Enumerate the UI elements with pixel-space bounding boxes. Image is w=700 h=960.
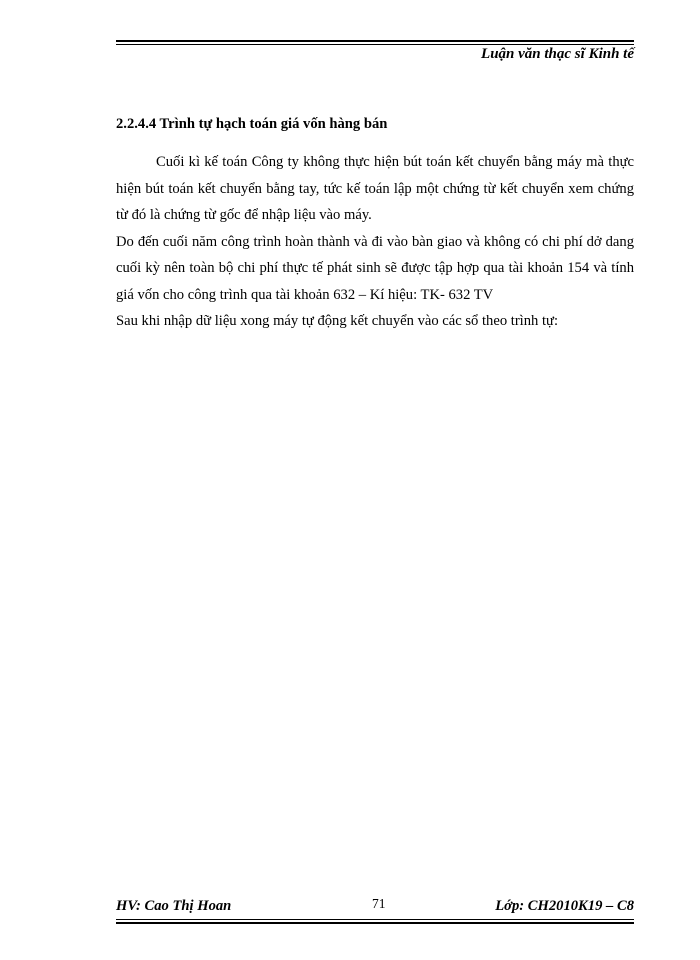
header-rule-thick bbox=[116, 40, 634, 42]
footer-author: HV: Cao Thị Hoan bbox=[116, 898, 232, 914]
page-footer bbox=[116, 896, 634, 918]
paragraph-3: Sau khi nhập dữ liệu xong máy tự động kết chuyển vào các sổ theo trình tự: bbox=[116, 313, 558, 329]
section-heading: 2.2.4.4 Trình tự hạch toán giá vốn hàng bán bbox=[116, 116, 388, 132]
page-number: 71 bbox=[372, 896, 386, 911]
running-header-title: Luận văn thạc sĩ Kinh tế bbox=[481, 46, 634, 62]
footer-class: Lớp: CH2010K19 – C8 bbox=[495, 898, 634, 914]
footer-rule-thick bbox=[116, 922, 634, 924]
footer-rule-thin bbox=[116, 919, 634, 920]
main-content bbox=[116, 114, 634, 335]
paragraph-2: Do đến cuối năm công trình hoàn thành và đi vào bàn giao và không có chi phí dở dang cuối kỳ nên toàn bộ chi phí thực tế phát sinh sẽ được tập hợp qua tài khoản 154 và tính giá vốn cho công trình qua tài khoản 632 – Kí hiệu: TK- 632 TV bbox=[116, 233, 634, 303]
header-rule-thin bbox=[116, 44, 634, 45]
paragraph-1: Cuối kì kế toán Công ty không thực hiện bút toán kết chuyển bằng máy mà thực hiện bút toán kết chuyển bằng tay, tức kế toán lập một chứng từ kết chuyển xem chứng từ đó là chứng từ gốc để nhập liệu vào máy. bbox=[116, 154, 634, 223]
